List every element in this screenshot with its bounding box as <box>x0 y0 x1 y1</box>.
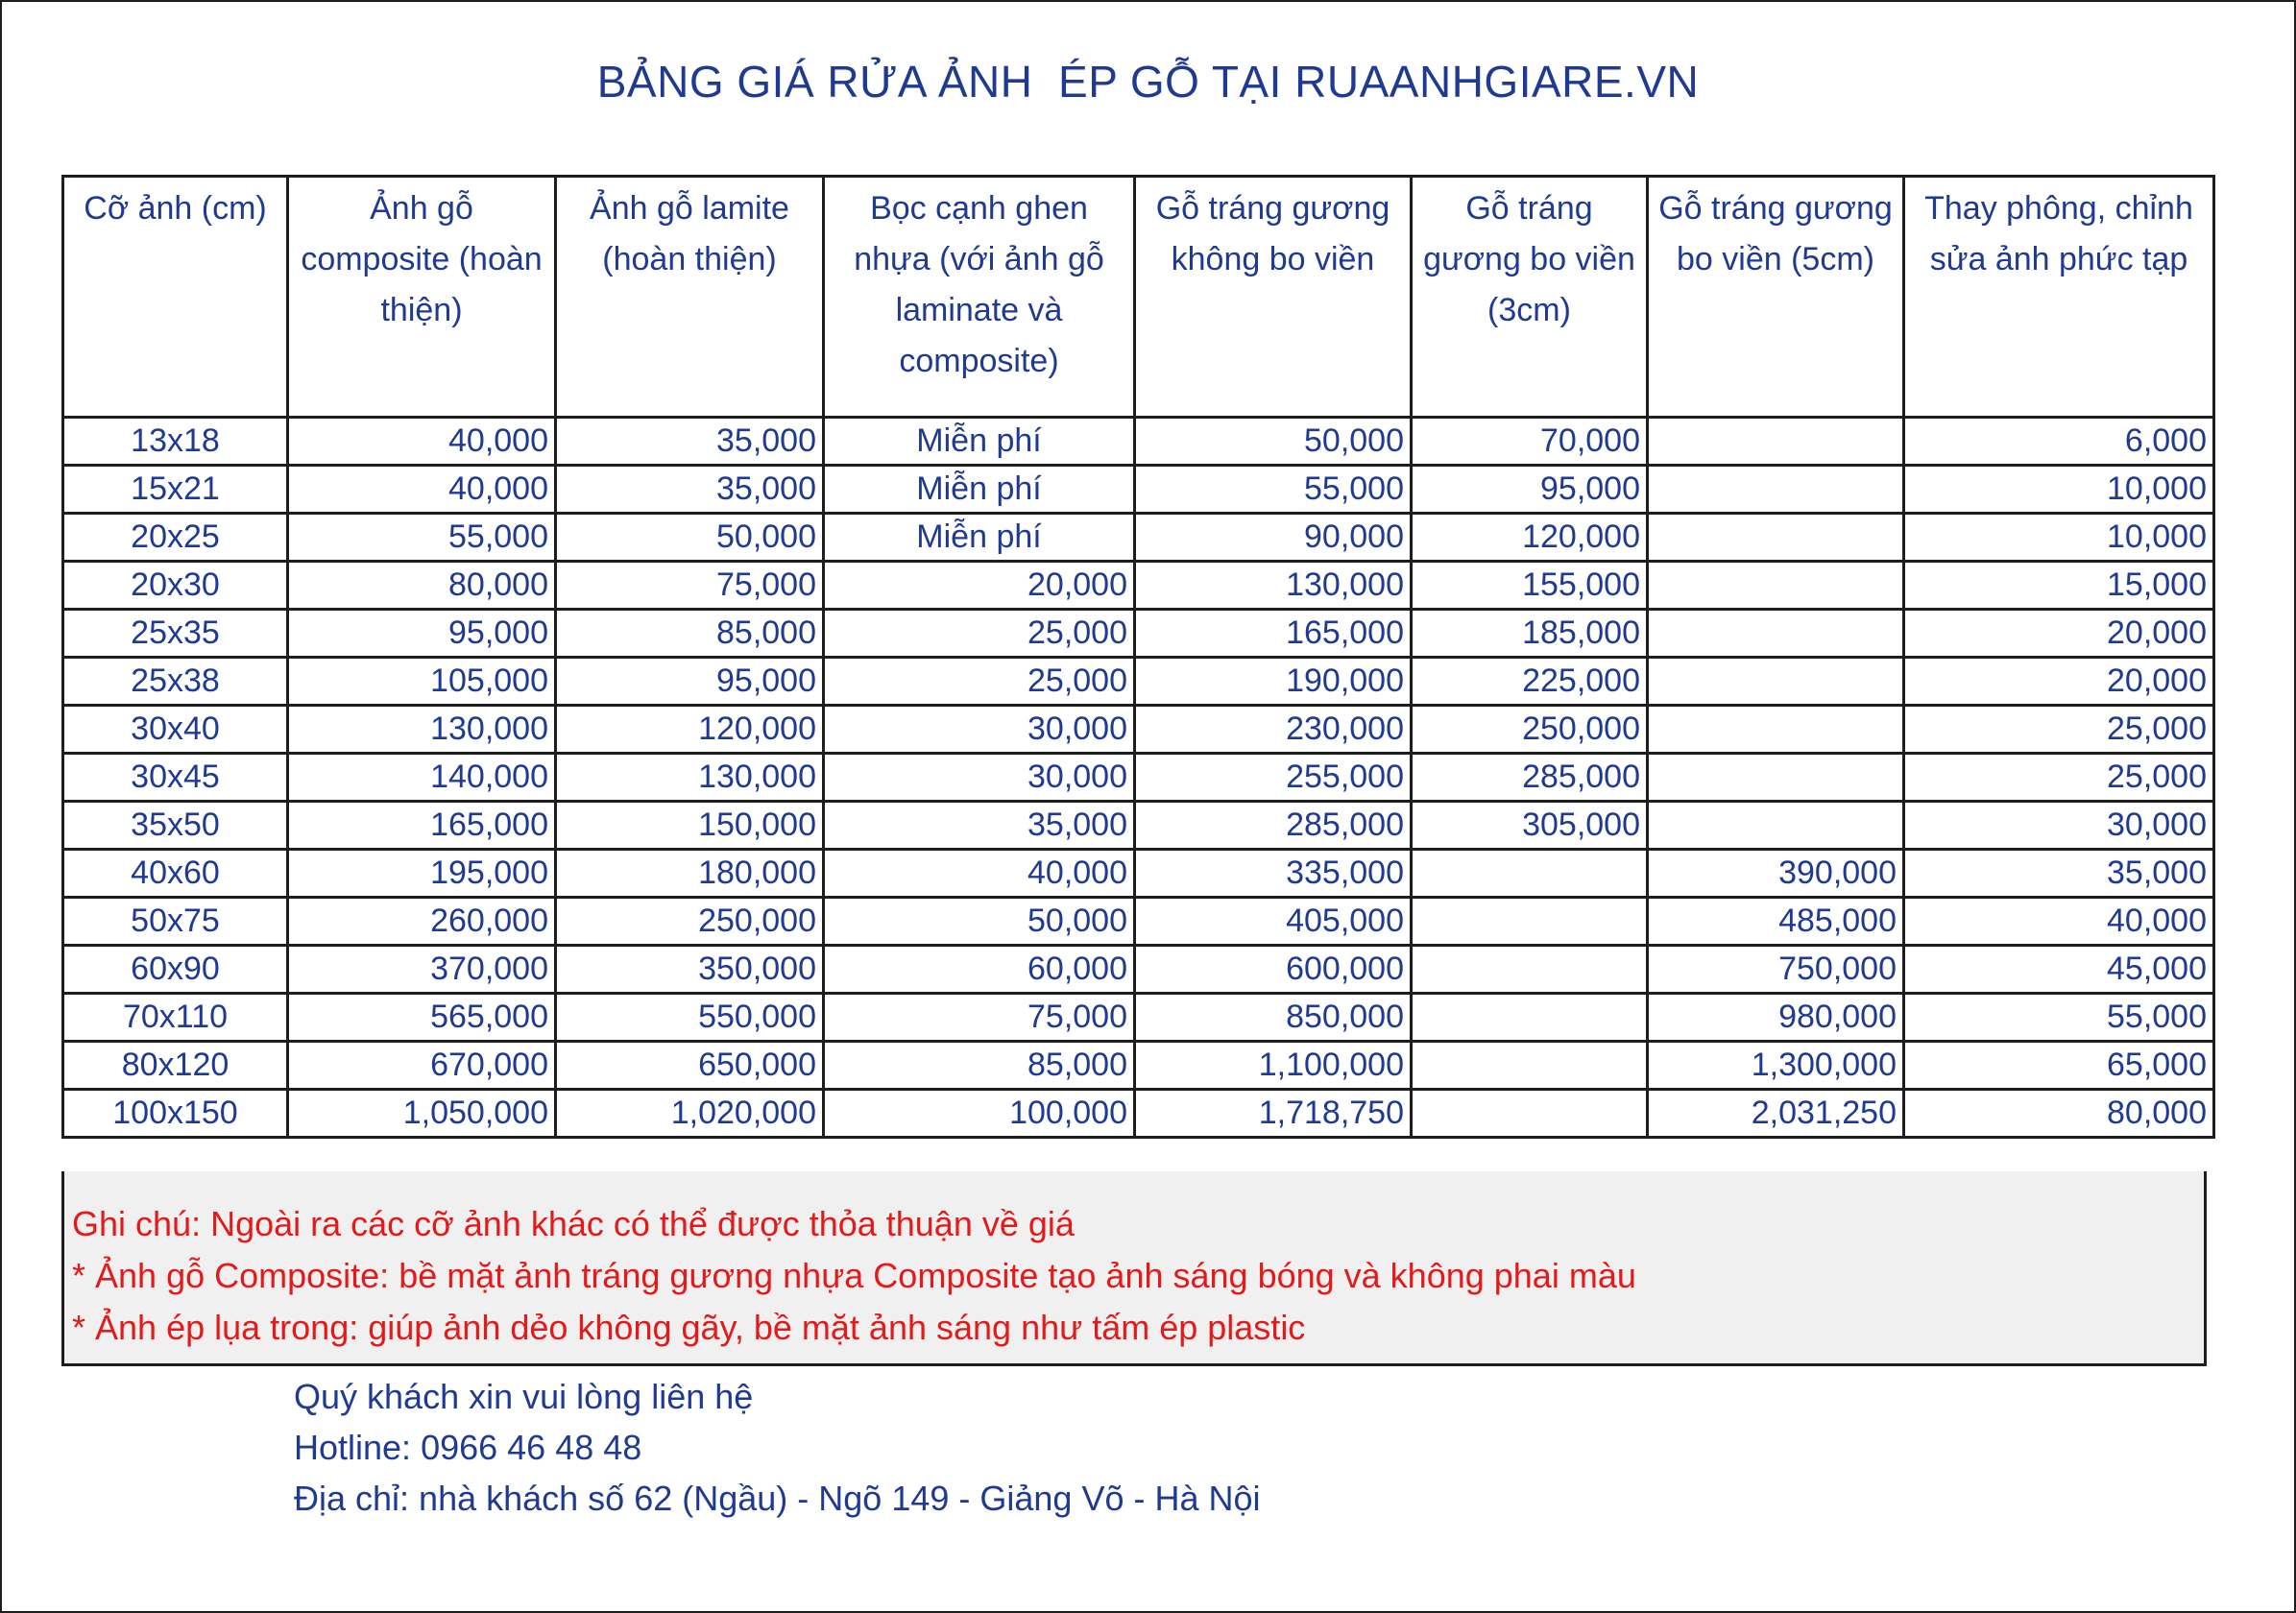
table-row <box>63 1090 2214 1138</box>
price-cell: 185,000 <box>1412 610 1648 658</box>
price-cell: 35,000 <box>556 418 824 466</box>
price-cell: 405,000 <box>1135 898 1412 946</box>
size-cell: 15x21 <box>63 466 288 514</box>
price-cell: 10,000 <box>1904 514 2214 562</box>
contact-info <box>294 1371 1261 1524</box>
price-cell: 25,000 <box>1904 754 2214 802</box>
column-header: Ảnh gỗ lamite (hoàn thiện) <box>556 177 824 418</box>
price-cell: Miễn phí <box>824 418 1135 466</box>
price-cell <box>1412 1042 1648 1090</box>
price-cell: 1,718,750 <box>1135 1090 1412 1138</box>
table-row <box>63 706 2214 754</box>
price-cell: 30,000 <box>824 754 1135 802</box>
price-cell: 35,000 <box>1904 850 2214 898</box>
price-cell <box>1648 466 1904 514</box>
table-row <box>63 850 2214 898</box>
price-cell: 70,000 <box>1412 418 1648 466</box>
column-header: Thay phông, chỉnh sửa ảnh phức tạp <box>1904 177 2214 418</box>
price-cell: 45,000 <box>1904 946 2214 994</box>
price-cell: 120,000 <box>1412 514 1648 562</box>
price-cell: 10,000 <box>1904 466 2214 514</box>
price-cell: 50,000 <box>556 514 824 562</box>
table-row <box>63 994 2214 1042</box>
price-cell: 650,000 <box>556 1042 824 1090</box>
table-body <box>63 418 2214 1138</box>
price-cell: 190,000 <box>1135 658 1412 706</box>
price-cell: 25,000 <box>824 658 1135 706</box>
price-cell: 15,000 <box>1904 562 2214 610</box>
price-cell: 195,000 <box>288 850 556 898</box>
column-header: Cỡ ảnh (cm) <box>63 177 288 418</box>
address: Địa chỉ: nhà khách số 62 (Ngầu) - Ngõ 149 - Giảng Võ - Hà Nội <box>294 1479 1261 1518</box>
price-cell: 165,000 <box>1135 610 1412 658</box>
table-row <box>63 1042 2214 1090</box>
price-cell: 130,000 <box>556 754 824 802</box>
price-cell <box>1412 1090 1648 1138</box>
price-cell: 550,000 <box>556 994 824 1042</box>
column-header: Ảnh gỗ composite (hoàn thiện) <box>288 177 556 418</box>
table-row <box>63 610 2214 658</box>
price-cell: 350,000 <box>556 946 824 994</box>
price-cell: 55,000 <box>288 514 556 562</box>
price-cell: 40,000 <box>824 850 1135 898</box>
size-cell: 25x35 <box>63 610 288 658</box>
price-cell: 20,000 <box>1904 610 2214 658</box>
price-cell <box>1412 850 1648 898</box>
price-cell: 1,100,000 <box>1135 1042 1412 1090</box>
price-cell: 335,000 <box>1135 850 1412 898</box>
price-cell: Miễn phí <box>824 466 1135 514</box>
price-cell: 30,000 <box>1904 802 2214 850</box>
price-cell: 250,000 <box>556 898 824 946</box>
price-cell: 155,000 <box>1412 562 1648 610</box>
price-cell: 95,000 <box>288 610 556 658</box>
price-cell: 150,000 <box>556 802 824 850</box>
price-cell: 95,000 <box>556 658 824 706</box>
size-cell: 70x110 <box>63 994 288 1042</box>
price-cell: 565,000 <box>288 994 556 1042</box>
size-cell: 30x40 <box>63 706 288 754</box>
price-cell: 370,000 <box>288 946 556 994</box>
header-row <box>63 177 2214 418</box>
price-cell: 285,000 <box>1412 754 1648 802</box>
price-cell: 95,000 <box>1412 466 1648 514</box>
price-cell: 6,000 <box>1904 418 2214 466</box>
price-cell: 1,020,000 <box>556 1090 824 1138</box>
price-cell: 20,000 <box>824 562 1135 610</box>
price-cell <box>1648 514 1904 562</box>
size-cell: 13x18 <box>63 418 288 466</box>
price-cell: 80,000 <box>1904 1090 2214 1138</box>
price-cell: 55,000 <box>1135 466 1412 514</box>
notes-box <box>61 1171 2207 1366</box>
price-cell: 165,000 <box>288 802 556 850</box>
price-cell: 305,000 <box>1412 802 1648 850</box>
price-cell: 600,000 <box>1135 946 1412 994</box>
table-row <box>63 562 2214 610</box>
column-header: Gỗ tráng gương bo viền (5cm) <box>1648 177 1904 418</box>
price-cell: 40,000 <box>288 418 556 466</box>
price-cell <box>1648 562 1904 610</box>
price-cell: 140,000 <box>288 754 556 802</box>
price-cell: 85,000 <box>824 1042 1135 1090</box>
price-cell: 75,000 <box>556 562 824 610</box>
price-table <box>61 175 2215 1139</box>
price-cell: 850,000 <box>1135 994 1412 1042</box>
size-cell: 80x120 <box>63 1042 288 1090</box>
price-cell: 65,000 <box>1904 1042 2214 1090</box>
size-cell: 20x30 <box>63 562 288 610</box>
contact-intro: Quý khách xin vui lòng liên hệ <box>294 1377 754 1416</box>
table-row <box>63 514 2214 562</box>
price-cell: 25,000 <box>1904 706 2214 754</box>
price-cell: 100,000 <box>824 1090 1135 1138</box>
price-cell: 105,000 <box>288 658 556 706</box>
price-cell <box>1648 706 1904 754</box>
note-line: * Ảnh gỗ Composite: bề mặt ảnh tráng gương nhựa Composite tạo ảnh sáng bóng và không phai màu <box>72 1256 1636 1295</box>
price-cell: 180,000 <box>556 850 824 898</box>
price-cell: 35,000 <box>556 466 824 514</box>
price-cell: 120,000 <box>556 706 824 754</box>
hotline: Hotline: 0966 46 48 48 <box>294 1428 642 1467</box>
price-cell <box>1648 754 1904 802</box>
price-cell: 2,031,250 <box>1648 1090 1904 1138</box>
price-cell: 75,000 <box>824 994 1135 1042</box>
size-cell: 20x25 <box>63 514 288 562</box>
column-header: Bọc cạnh ghen nhựa (với ảnh gỗ laminate và composite) <box>824 177 1135 418</box>
size-cell: 60x90 <box>63 946 288 994</box>
price-cell: 40,000 <box>1904 898 2214 946</box>
price-cell: 1,050,000 <box>288 1090 556 1138</box>
price-cell: 35,000 <box>824 802 1135 850</box>
note-line: Ghi chú: Ngoài ra các cỡ ảnh khác có thể được thỏa thuận về giá <box>72 1204 1075 1243</box>
price-cell: 1,300,000 <box>1648 1042 1904 1090</box>
price-cell <box>1648 418 1904 466</box>
price-cell <box>1412 898 1648 946</box>
price-cell: 25,000 <box>824 610 1135 658</box>
price-cell: 30,000 <box>824 706 1135 754</box>
price-cell: 85,000 <box>556 610 824 658</box>
price-cell: 980,000 <box>1648 994 1904 1042</box>
price-cell: 390,000 <box>1648 850 1904 898</box>
table-row <box>63 754 2214 802</box>
price-cell: 40,000 <box>288 466 556 514</box>
size-cell: 50x75 <box>63 898 288 946</box>
price-cell: 130,000 <box>288 706 556 754</box>
table-row <box>63 418 2214 466</box>
size-cell: 40x60 <box>63 850 288 898</box>
price-cell: 250,000 <box>1412 706 1648 754</box>
price-cell <box>1648 802 1904 850</box>
price-cell: 20,000 <box>1904 658 2214 706</box>
column-header: Gỗ tráng gương bo viền (3cm) <box>1412 177 1648 418</box>
table-row <box>63 946 2214 994</box>
size-cell: 35x50 <box>63 802 288 850</box>
table-row <box>63 802 2214 850</box>
price-cell: 750,000 <box>1648 946 1904 994</box>
table-row <box>63 898 2214 946</box>
price-cell: 255,000 <box>1135 754 1412 802</box>
price-cell: 50,000 <box>1135 418 1412 466</box>
size-cell: 30x45 <box>63 754 288 802</box>
note-line: * Ảnh ép lụa trong: giúp ảnh dẻo không gãy, bề mặt ảnh sáng như tấm ép plastic <box>72 1308 1306 1347</box>
price-cell: 50,000 <box>824 898 1135 946</box>
price-cell: 230,000 <box>1135 706 1412 754</box>
price-cell: 285,000 <box>1135 802 1412 850</box>
table-row <box>63 466 2214 514</box>
size-cell: 100x150 <box>63 1090 288 1138</box>
price-cell: 90,000 <box>1135 514 1412 562</box>
price-cell <box>1412 946 1648 994</box>
price-cell: 80,000 <box>288 562 556 610</box>
price-cell: 60,000 <box>824 946 1135 994</box>
price-cell: 225,000 <box>1412 658 1648 706</box>
price-cell: 55,000 <box>1904 994 2214 1042</box>
price-cell: 485,000 <box>1648 898 1904 946</box>
table-header <box>63 177 2214 418</box>
price-cell <box>1412 994 1648 1042</box>
price-cell <box>1648 610 1904 658</box>
price-cell: 260,000 <box>288 898 556 946</box>
page-title: BẢNG GIÁ RỬA ẢNH ÉP GỖ TẠI RUAANHGIARE.VN <box>596 57 1700 107</box>
table-row <box>63 658 2214 706</box>
price-cell <box>1648 658 1904 706</box>
column-header: Gỗ tráng gương không bo viền <box>1135 177 1412 418</box>
price-cell: Miễn phí <box>824 514 1135 562</box>
size-cell: 25x38 <box>63 658 288 706</box>
price-cell: 130,000 <box>1135 562 1412 610</box>
price-cell: 670,000 <box>288 1042 556 1090</box>
